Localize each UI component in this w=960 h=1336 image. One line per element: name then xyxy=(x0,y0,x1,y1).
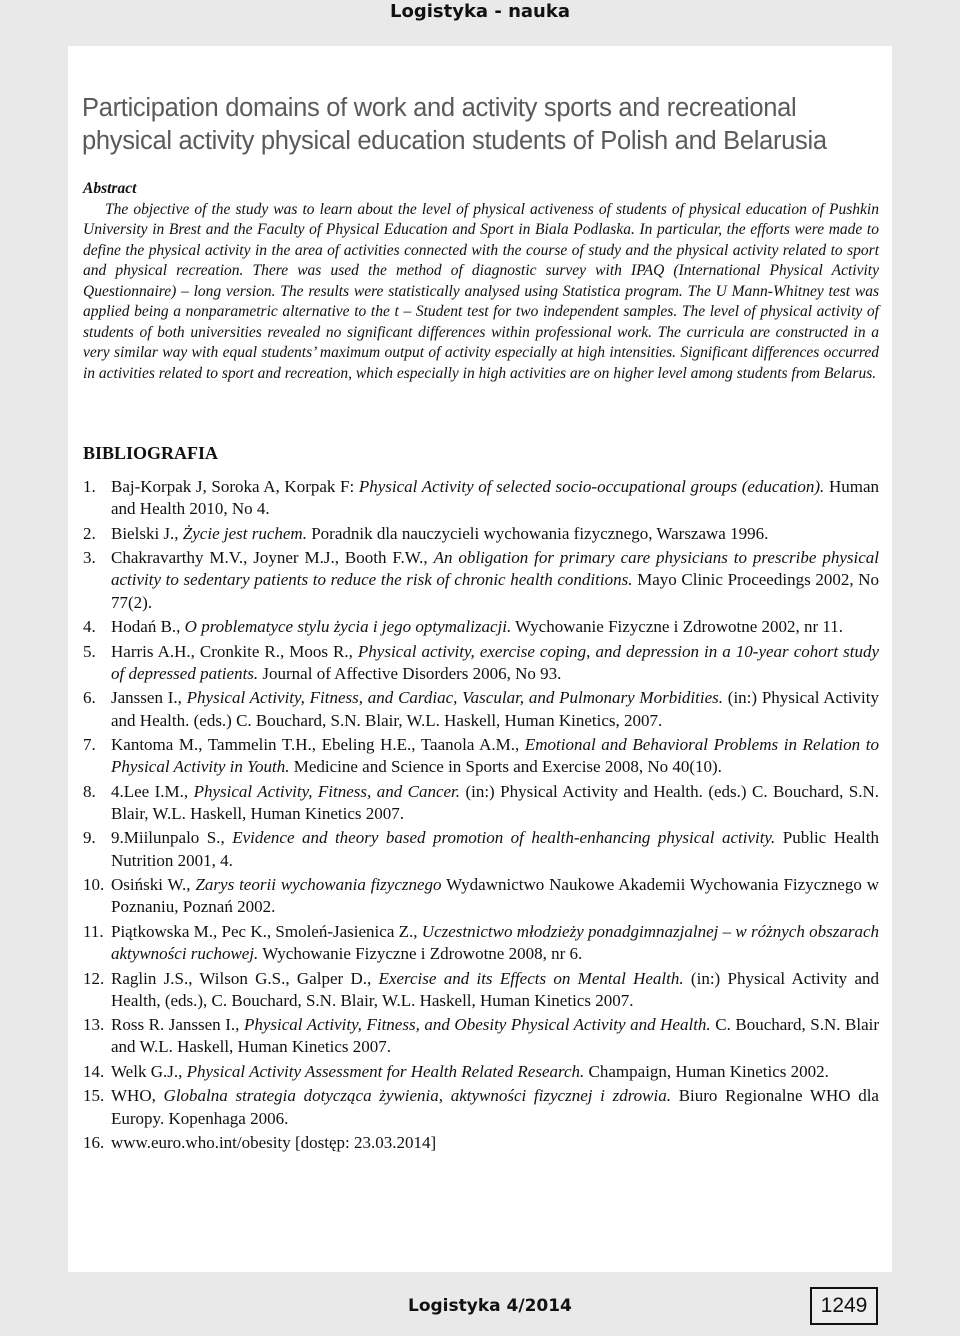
bibliography-item-authors: Kantoma M., Tammelin T.H., Ebeling H.E., Taanola A.M., xyxy=(111,735,525,755)
bibliography-item-title: An obligation for primary care physicians to prescribe physical activity to sedentary patients to reduce the risk of chronic health conditions. xyxy=(111,548,879,590)
bibliography-item xyxy=(83,781,879,825)
bibliography-item-authors: Hodań B., xyxy=(111,617,185,637)
bibliography-item-number: 7. xyxy=(83,735,96,755)
bibliography-item xyxy=(83,547,879,614)
bibliography-item-source: (in:) Physical Activity and Health, (eds.), C. Bouchard, S.N. Blair, W.L. Haskell, Human Kinetics 2007. xyxy=(111,968,879,1010)
journal-header: Logistyka - nauka xyxy=(390,1,570,22)
bibliography-item xyxy=(83,827,879,871)
bibliography-item-source: Public Health Nutrition 2001, 4. xyxy=(111,828,880,870)
journal-footer: Logistyka 4/2014 xyxy=(408,1296,572,1316)
bibliography-item-source: C. Bouchard, S.N. Blair and W.L. Haskell, Human Kinetics 2007. xyxy=(111,1015,880,1057)
bibliography-item-title: Physical Activity, Fitness, and Cancer. xyxy=(193,781,461,801)
bibliography-item-number: 12. xyxy=(83,968,105,988)
bibliography-item xyxy=(83,523,879,545)
abstract-heading: Abstract xyxy=(83,180,137,197)
bibliography-item-authors: Baj-Korpak J, Soroka A, Korpak F: xyxy=(111,477,359,496)
bibliography-item-number: 13. xyxy=(83,1015,105,1035)
bibliography-item-number: 16. xyxy=(83,1133,105,1153)
bibliography-item xyxy=(83,1132,879,1154)
page-sheet xyxy=(68,46,892,1272)
bibliography-item-source: Mayo Clinic Proceedings 2002, No 77(2). xyxy=(111,570,879,612)
bibliography-item xyxy=(83,1014,879,1058)
bibliography-item-source: (in:) Physical Activity and Health. (eds.) C. Bouchard, S.N. Blair, W.L. Haskell, Human Kinetics 2007. xyxy=(111,781,879,823)
bibliography-item-title: Physical activity, exercise coping, and depression in a 10-year cohort study of depressed patients. xyxy=(111,641,879,683)
bibliography-item-source: (in:) Physical Activity and Health. (eds.) C. Bouchard, S.N. Blair, W.L. Haskell, Human Kinetics, 2007. xyxy=(111,688,879,730)
page-number-box: 1249 xyxy=(810,1287,878,1325)
bibliography-item-number: 8. xyxy=(83,781,96,801)
bibliography-item-source: Medicine and Science in Sports and Exercise 2008, No 40(10). xyxy=(289,757,722,777)
bibliography-item-authors: 4.Lee I.M., xyxy=(111,781,194,801)
bibliography-item-title: Physical Activity, Fitness, and Obesity Physical Activity and Health. xyxy=(243,1015,711,1035)
bibliography-list xyxy=(83,476,879,1157)
bibliography-item-title: Uczestnictwo młodzieży ponadgimnazjalnej – w różnych obszarach aktywności ruchowej. xyxy=(111,921,879,964)
bibliography-item-title: Globalna strategia dotycząca żywienia, aktywności fizycznej i zdrowia. xyxy=(163,1086,671,1106)
bibliography-item-title: O problematyce stylu życia i jego optymalizacji. xyxy=(184,617,512,637)
bibliography-item-source: Human and Health 2010, No 4. xyxy=(111,477,879,519)
bibliography-item-authors: Osiński W., xyxy=(111,875,196,895)
bibliography-item-authors: Welk G.J., xyxy=(111,1061,187,1081)
bibliography-item-number: 5. xyxy=(83,641,96,661)
bibliography-item-number: 10. xyxy=(83,875,105,895)
bibliography-item-title: Emotional and Behavioral Problems in Relation to Physical Activity in Youth. xyxy=(111,735,879,777)
bibliography-item-title: Evidence and theory based promotion of health-enhancing physical activity. xyxy=(232,828,776,848)
bibliography-item xyxy=(83,641,879,685)
bibliography-item-number: 4. xyxy=(83,617,96,637)
bibliography-item-number: 3. xyxy=(83,548,96,568)
bibliography-item-source: Biuro Regionalne WHO dla Europy. Kopenhaga 2006. xyxy=(111,1086,879,1128)
bibliography-item-title: Zarys teorii wychowania fizycznego xyxy=(195,875,442,895)
bibliography-item-source: Journal of Affective Disorders 2006, No 93. xyxy=(258,663,562,683)
bibliography-item-authors: Raglin J.S., Wilson G.S., Galper D., xyxy=(111,968,379,988)
bibliography-item-authors: Piątkowska M., Pec K., Smoleń-Jasienica Z., xyxy=(111,921,422,941)
bibliography-item-authors: WHO, xyxy=(111,1086,164,1106)
bibliography-item-title: Physical Activity Assessment for Health Related Research. xyxy=(186,1061,585,1081)
bibliography-heading: BIBLIOGRAFIA xyxy=(83,443,219,463)
bibliography-item-authors: 9.Miilunpalo S., xyxy=(111,828,233,848)
bibliography-item xyxy=(83,968,879,1012)
bibliography-item-title: Physical Activity of selected socio-occupational groups (education). xyxy=(358,477,825,496)
bibliography-item xyxy=(83,616,879,638)
bibliography-item-authors: Ross R. Janssen I., xyxy=(111,1015,244,1035)
bibliography-item xyxy=(83,687,879,731)
abstract-text: The objective of the study was to learn about the level of physical activeness of students of physical education of Pushkin University in Brest and the Faculty of Physical Education and Sport in Biala Podlaska. In particular, the efforts were made to define the physical activity in the area of activities connected with the course of study and the physical activity related to sport and physical recreation. There was used the method of diagnostic survey with IPAQ (International Physical Activity Questionnaire) – long version. The results were statistically analysed using Statistica program. The U Mann-Whitney test was applied being a nonparametric alternative to the t – Student test for two independent samples. The level of physical activity of students of both universities revealed no significant differences within professional work. The curricula are constructed in a very similar way with equal students’ maximum output of activity especially at high intensities. Significant differences occurred in activities related to sport and recreation, which especially in high activities are on higher level among students from Belarus. xyxy=(83,200,879,382)
bibliography-item xyxy=(83,1061,879,1083)
bibliography-item-title: Exercise and its Effects on Mental Health. xyxy=(378,968,684,988)
bibliography-item-number: 2. xyxy=(83,523,96,543)
bibliography-item-title: Życie jest ruchem. xyxy=(182,523,307,543)
bibliography-item-number: 6. xyxy=(83,688,96,708)
bibliography-item-source: Wydawnictwo Naukowe Akademii Wychowania Fizycznego w Poznaniu, Poznań 2002. xyxy=(111,875,879,917)
bibliography-item-number: 1. xyxy=(83,477,96,496)
bibliography-item xyxy=(83,734,879,778)
bibliography-item xyxy=(83,921,879,965)
bibliography-item-authors: Chakravarthy M.V., Joyner M.J., Booth F.W., xyxy=(111,548,434,568)
bibliography-item-title: Physical Activity, Fitness, and Cardiac, Vascular, and Pulmonary Morbidities. xyxy=(186,688,724,708)
bibliography-item-authors: www.euro.who.int/obesity [dostęp: 23.03.2014] xyxy=(111,1133,437,1153)
bibliography-item-authors: Harris A.H., Cronkite R., Moos R., xyxy=(111,641,358,661)
abstract-section xyxy=(83,179,879,384)
bibliography-item xyxy=(83,476,879,520)
bibliography-item-source: Champaign, Human Kinetics 2002. xyxy=(584,1061,829,1081)
bibliography-item xyxy=(83,874,879,918)
bibliography-item xyxy=(83,1085,879,1129)
bibliography-item-source: Poradnik dla nauczycieli wychowania fizycznego, Warszawa 1996. xyxy=(306,523,769,543)
article-title: Participation domains of work and activity sports and recreational physical activity physical education students of Polish and Belarusia xyxy=(82,94,827,155)
bibliography-item-authors: Bielski J., xyxy=(111,523,183,543)
bibliography-item-authors: Janssen I., xyxy=(111,688,187,708)
bibliography-item-source: Wychowanie Fizyczne i Zdrowotne 2008, nr 6. xyxy=(258,944,583,964)
bibliography-item-number: 14. xyxy=(83,1061,105,1081)
bibliography-item-number: 15. xyxy=(83,1086,105,1106)
bibliography-item-number: 9. xyxy=(83,828,96,848)
bibliography-item-source: Wychowanie Fizyczne i Zdrowotne 2002, nr 11. xyxy=(511,617,844,637)
bibliography-item-number: 11. xyxy=(83,921,104,941)
